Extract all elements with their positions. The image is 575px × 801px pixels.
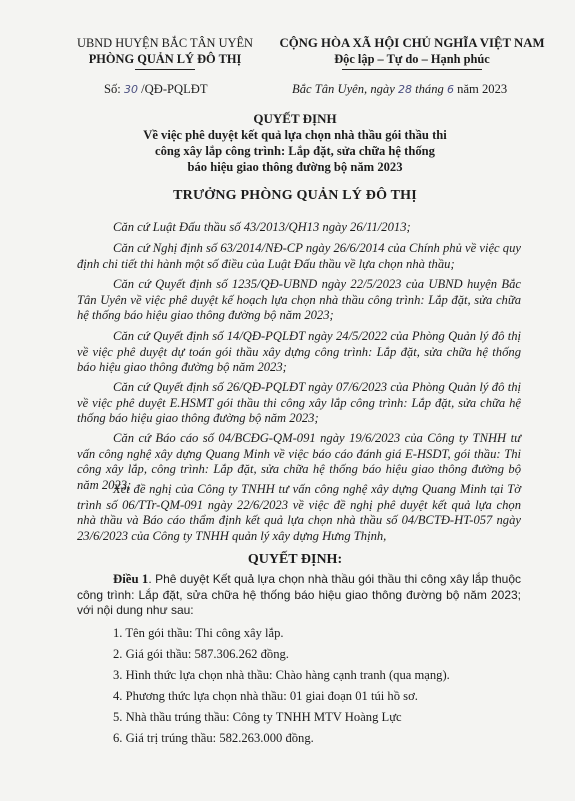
issuing-agency [70,35,260,70]
document-type-heading: QUYẾT ĐỊNH [253,111,337,126]
article-item: 1. Tên gói thầu: Thi công xây lắp. [113,626,284,640]
date-month-label: tháng [415,82,444,96]
article-item: 4. Phương thức lựa chọn nhà thầu: 01 giai đoạn 01 túi hồ sơ. [113,689,418,703]
preamble-paragraph: Căn cứ Quyết định số 1235/QĐ-UBND ngày 22/5/2023 của UBND huyện Bắc Tân Uyên về việc phê duyệt kế hoạch lựa chọn nhà thầu công trình: Lắp đặt, sửa chữa hệ thống báo hiệu giao thông đường bộ năm 2023; [77,277,521,322]
preamble-paragraph: Xét đề nghị của Công ty TNHH tư vấn công nghệ xây dựng Quang Minh tại Tờ trình số 06/TTr-QM-091 ngày 22/6/2023 về việc đề nghị phê duyệt kết quả lựa chọn nhà thầu và Báo cáo thẩm định kết quả lựa chọn nhà thầu số 04/BCTĐ-HT-057 ngày 23/6/2023 của Công ty TNHH quản lý xây dựng Hưng Thịnh, [77,482,521,543]
motto-underline [342,69,482,70]
preamble-paragraph: Căn cứ Quyết định số 14/QĐ-PQLĐT ngày 24/5/2022 của Phòng Quản lý đô thị về việc phê duyệt dự toán gói thầu xây dựng công trình: Lắp đặt, sửa chữa hệ thống báo hiệu giao thông đường bộ năm 2023; [77,329,521,374]
document-date [292,82,507,97]
preamble-paragraph: Căn cứ Quyết định số 26/QĐ-PQLĐT ngày 07/6/2023 của Phòng Quản lý đô thị về việc phê duyệt E.HSMT gói thầu thi công xây lắp công trình: Lắp đặt, sửa chữa hệ thống báo hiệu giao thông đường bộ năm 2023; [77,380,521,425]
nation-name: CỘNG HÒA XÃ HỘI CHỦ NGHĨA VIỆT NAM [279,36,545,50]
article-1 [77,572,521,619]
article-item: 3. Hình thức lựa chọn nhà thầu: Chào hàng cạnh tranh (qua mạng). [113,668,450,682]
decision-heading: QUYẾT ĐỊNH: [247,552,343,567]
preamble-paragraph: Căn cứ Báo cáo số 04/BCĐG-QM-091 ngày 19/6/2023 của Công ty TNHH tư vấn công nghệ xây dựng Quang Minh về việc báo cáo đánh giá E-HSDT, gói thầu: Thi công xây lắp, công trình: Lắp đặt, sửa chữa hệ thống báo hiệu giao thông đường bộ năm 2023; [77,431,521,492]
issuing-authority: TRƯỞNG PHÒNG QUẢN LÝ ĐÔ THỊ [173,188,417,203]
document-subject [60,127,530,175]
date-place: Bắc Tân Uyên, ngày [292,82,395,96]
national-motto: Độc lập – Tự do – Hạnh phúc [334,52,490,66]
subject-line: công xây lắp công trình: Lắp đặt, sửa chữa hệ thống [155,144,435,158]
agency-parent: UBND HUYỆN BẮC TÂN UYÊN [77,36,253,50]
agency-name: PHÒNG QUẢN LÝ ĐÔ THỊ [88,52,242,66]
doc-number-value: 30 [123,83,138,96]
article-1-label: Điều 1 [113,572,149,586]
subject-line: Về việc phê duyệt kết quả lựa chọn nhà thầu gói thầu thi [143,128,447,142]
national-header [262,35,562,70]
article-item: 2. Giá gói thầu: 587.306.262 đồng. [113,647,289,661]
preamble-paragraph: Căn cứ Luật Đấu thầu số 43/2013/QH13 ngày 26/11/2013; [113,220,411,234]
date-year: năm 2023 [457,82,508,96]
article-1-text: . Phê duyệt Kết quả lựa chọn nhà thầu gói thầu thi công xây lắp thuộc công trình: Lắp đặt, sửa chữa hệ thống báo hiệu giao thông đường bộ năm 2023; với nội dung như sau: [77,572,521,617]
article-item: 5. Nhà thầu trúng thầu: Công ty TNHH MTV Hoàng Lực [113,710,402,724]
document-number [104,82,208,97]
subject-line: báo hiệu giao thông đường bộ năm 2023 [187,160,403,174]
doc-number-prefix: Số: [104,82,121,96]
preamble-paragraph: Căn cứ Nghị định số 63/2014/NĐ-CP ngày 26/6/2014 của Chính phủ về việc quy định chi tiết thi hành một số điều của Luật Đấu thầu về lựa chọn nhà thầu; [77,241,521,271]
doc-number-suffix: /QĐ-PQLĐT [141,82,208,96]
date-day: 28 [397,83,412,96]
agency-underline [135,69,195,70]
date-month: 6 [446,83,454,96]
article-item: 6. Giá trị trúng thầu: 582.263.000 đồng. [113,731,314,745]
